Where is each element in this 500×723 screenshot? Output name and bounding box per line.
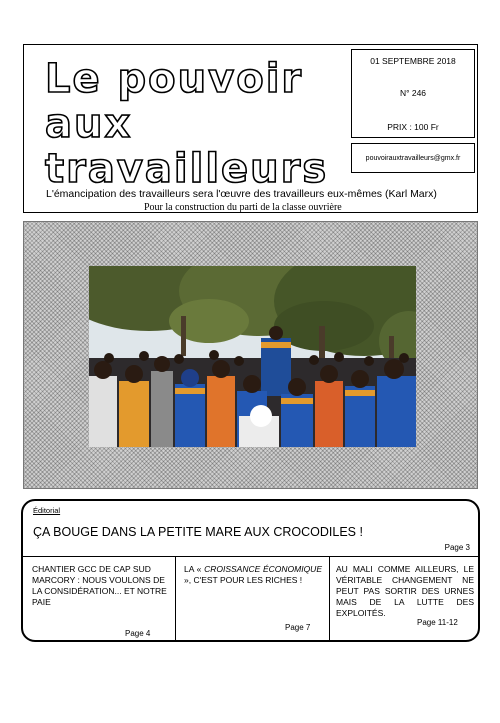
issue-number: N° 246 (399, 88, 427, 98)
article-teaser-2[interactable] (184, 564, 322, 586)
article-teaser-3[interactable]: AU MALI COMME AILLEURS, LE VÉRITABLE CHANGEMENT NE PEUT PAS SORTIR DES URNES MAIS DE LA LUTTE DES EXPLOITÉS. (336, 564, 474, 618)
article-teaser-1[interactable]: CHANTIER GCC DE CAP SUD MARCORY : NOUS VOULONS DE LA CONSIDÉRATION... ET NOTRE PAIE (32, 564, 167, 607)
newspaper-title-line-1: Le pouvoir (45, 56, 304, 102)
editorial-page-ref: Page 3 (444, 543, 470, 552)
masthead (23, 44, 478, 213)
editorial-headline[interactable]: ÇA BOUGE DANS LA PETITE MARE AUX CROCODILES ! (33, 525, 363, 539)
editorial-label: Éditorial (33, 506, 61, 515)
newspaper-title-line-2: aux (45, 101, 133, 147)
issue-date: 01 SEPTEMBRE 2018 (370, 56, 456, 66)
article-2-title-part1: LA « (184, 564, 202, 574)
subtitle: Pour la construction du parti de la classe ouvrière (144, 202, 342, 213)
table-of-contents-box (21, 499, 480, 642)
newspaper-title-line-3: travailleurs (45, 146, 329, 192)
issue-price: PRIX : 100 Fr (387, 122, 439, 132)
issue-info-box (351, 49, 475, 138)
article-2-title-italic: CROISSANCE ÉCONOMIQUE (204, 564, 322, 574)
email-box (351, 143, 475, 173)
divider-vertical-1 (175, 556, 176, 640)
crowd-photo-illustration (89, 266, 416, 447)
motto: L'émancipation des travailleurs sera l'œuvre des travailleurs eux-mêmes (Karl Marx) (46, 188, 437, 200)
divider-vertical-2 (329, 556, 330, 640)
article-1-page-ref: Page 4 (125, 629, 151, 638)
article-2-title-part2: », C'EST POUR LES RICHES ! (184, 575, 303, 585)
contact-email[interactable]: pouvoirauxtravailleurs@gmx.fr (365, 154, 461, 162)
article-3-page-ref: Page 11-12 (417, 618, 458, 627)
article-2-page-ref: Page 7 (285, 623, 311, 632)
cover-photo (89, 266, 416, 447)
divider-horizontal (23, 556, 478, 557)
